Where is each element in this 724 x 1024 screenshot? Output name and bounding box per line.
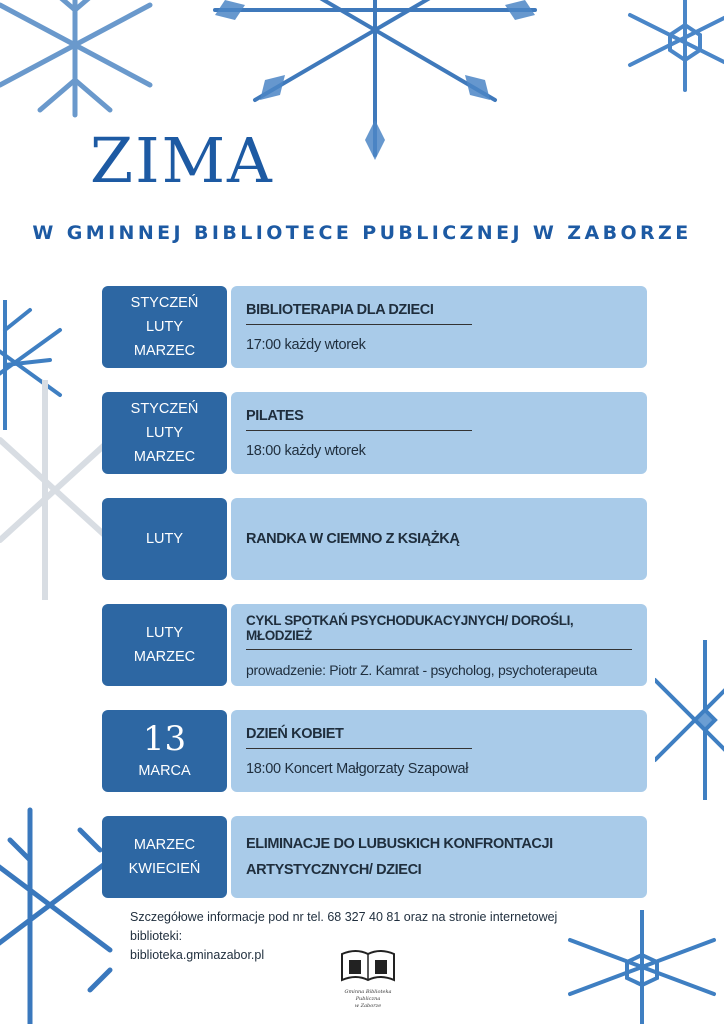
logo-text: w Zaborze <box>354 1003 382 1009</box>
event-name: CYKL SPOTKAŃ PSYCHODUKACYJNYCH/ DOROŚLI, MŁODZIEŻ <box>246 613 632 650</box>
snowflake-top-left-icon <box>0 0 170 120</box>
day-number: 13 <box>142 719 187 759</box>
event-info-box <box>231 498 647 580</box>
event-detail: 18:00 każdy wtorek <box>246 442 366 459</box>
event-name: PILATES <box>246 408 472 431</box>
event-info-box <box>231 710 647 792</box>
event-info-box <box>231 604 647 686</box>
event-row <box>102 286 647 368</box>
month-label: STYCZEŃ <box>130 295 199 311</box>
month-label: LUTY <box>145 319 184 335</box>
month-label: MARZEC <box>133 649 196 665</box>
month-label: LUTY <box>145 425 184 441</box>
event-date-box <box>102 498 227 580</box>
month-label: MARZEC <box>133 343 196 359</box>
month-label: LUTY <box>145 625 184 641</box>
month-label: MARZEC <box>133 837 196 853</box>
month-label: KWIECIEŃ <box>128 861 201 877</box>
event-row <box>102 392 647 474</box>
event-name-line: ELIMINACJE DO LUBUSKICH KONFRONTACJI <box>246 836 553 852</box>
snowflake-top-right-icon <box>600 0 724 100</box>
event-name-line: ARTYSTYCZNYCH/ DZIECI <box>246 862 422 878</box>
event-info-box <box>231 392 647 474</box>
footer-contact: Szczegółowe informacje pod nr tel. 68 327 40 81 oraz na stronie internetowej biblioteki: <box>130 910 558 943</box>
event-row <box>102 604 647 686</box>
event-detail: 17:00 każdy wtorek <box>246 336 366 353</box>
library-book-icon <box>338 944 398 984</box>
month-label: MARCA <box>138 763 191 779</box>
event-name: DZIEŃ KOBIET <box>246 726 472 749</box>
event-info-box <box>231 816 647 898</box>
event-row <box>102 498 647 580</box>
poster-subtitle: W GMINNEJ BIBLIOTECE PUBLICZNEJ W ZABORZE <box>32 222 692 244</box>
month-label: LUTY <box>145 531 184 547</box>
event-detail: prowadzenie: Piotr Z. Kamrat - psycholog, psychoterapeuta <box>246 661 597 678</box>
event-date-box <box>102 392 227 474</box>
month-label: STYCZEŃ <box>130 401 199 417</box>
event-row <box>102 816 647 898</box>
poster-title: ZIMA <box>90 124 274 197</box>
event-date-box <box>102 286 227 368</box>
logo-text: Gminna Biblioteka Publiczna <box>344 989 392 1002</box>
event-info-box <box>231 286 647 368</box>
event-name: RANDKA W CIEMNO Z KSIĄŻKĄ <box>246 531 460 547</box>
snowflake-right-middle-icon <box>655 640 724 800</box>
event-row <box>102 710 647 792</box>
events-list <box>102 286 647 922</box>
library-logo <box>338 944 398 1010</box>
event-date-box <box>102 604 227 686</box>
snowflake-faint-left-icon <box>0 380 110 600</box>
event-detail: 18:00 Koncert Małgorzaty Szapował <box>246 760 469 777</box>
month-label: MARZEC <box>133 449 196 465</box>
footer-website: biblioteka.gminazabor.pl <box>130 948 265 962</box>
event-date-box <box>102 710 227 792</box>
event-date-box <box>102 816 227 898</box>
event-name: BIBLIOTERAPIA DLA DZIECI <box>246 302 472 325</box>
